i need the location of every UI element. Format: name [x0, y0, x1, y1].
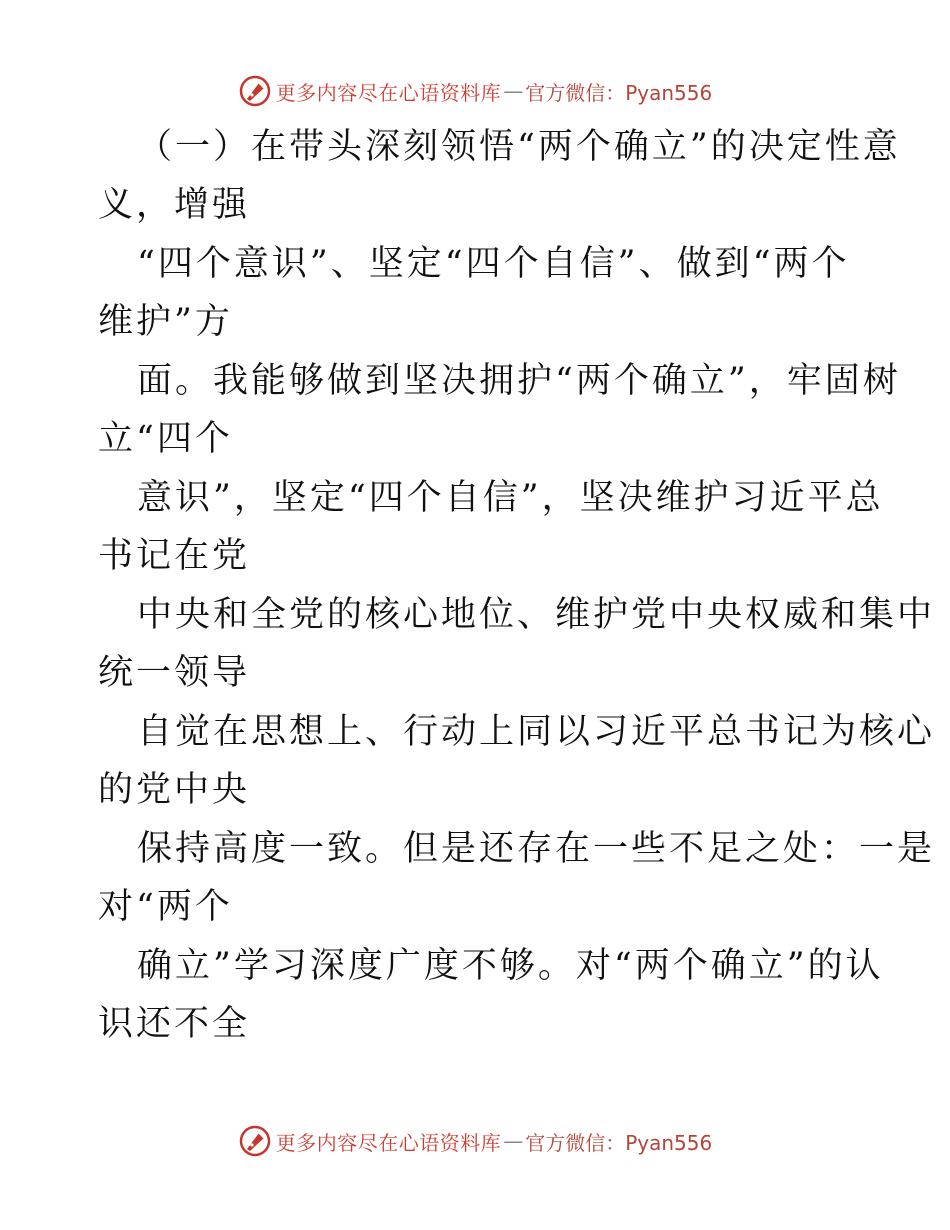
text-line: 对“两个: [98, 887, 233, 927]
watermark-main-text: 更多内容尽在心语资料库: [275, 1130, 502, 1155]
pen-nib-logo-icon: [238, 74, 272, 108]
watermark-wechat-text: 官方微信：Pyan556: [525, 1130, 713, 1155]
text-line: 书记在党: [98, 536, 251, 576]
footer-watermark: [0, 1121, 950, 1161]
watermark-dash: —: [503, 1129, 524, 1153]
text-line: （一）在带头深刻领悟“两个确立”的决定性意: [137, 127, 901, 167]
text-line: 确立”学习深度广度不够。对“两个确立”的认: [137, 946, 884, 986]
watermark-main-text: 更多内容尽在心语资料库: [275, 80, 502, 105]
text-line: 保持高度一致。但是还存在一些不足之处：一是: [137, 829, 936, 869]
text-line: 的党中央: [98, 770, 251, 810]
text-line: 面。我能够做到坚决拥护“两个确立”，牢固树: [137, 361, 901, 401]
header-watermark: [0, 71, 950, 111]
pen-nib-logo-icon: [238, 1124, 272, 1158]
text-line: “四个意识”、坚定“四个自信”、做到“两个: [137, 244, 850, 284]
watermark-wechat-text: 官方微信：Pyan556: [525, 80, 713, 105]
text-line: 识还不全: [98, 1004, 251, 1044]
text-line: 统一领导: [98, 653, 251, 693]
watermark-dash: —: [503, 79, 524, 103]
text-line: 中央和全党的核心地位、维护党中央权威和集中: [137, 595, 936, 635]
text-line: 义，增强: [98, 185, 251, 225]
text-line: 意识”，坚定“四个自信”，坚决维护习近平总: [137, 478, 884, 518]
text-line: 立“四个: [98, 419, 233, 459]
text-line: 维护”方: [98, 302, 233, 342]
text-line: 自觉在思想上、行动上同以习近平总书记为核心: [137, 712, 936, 752]
